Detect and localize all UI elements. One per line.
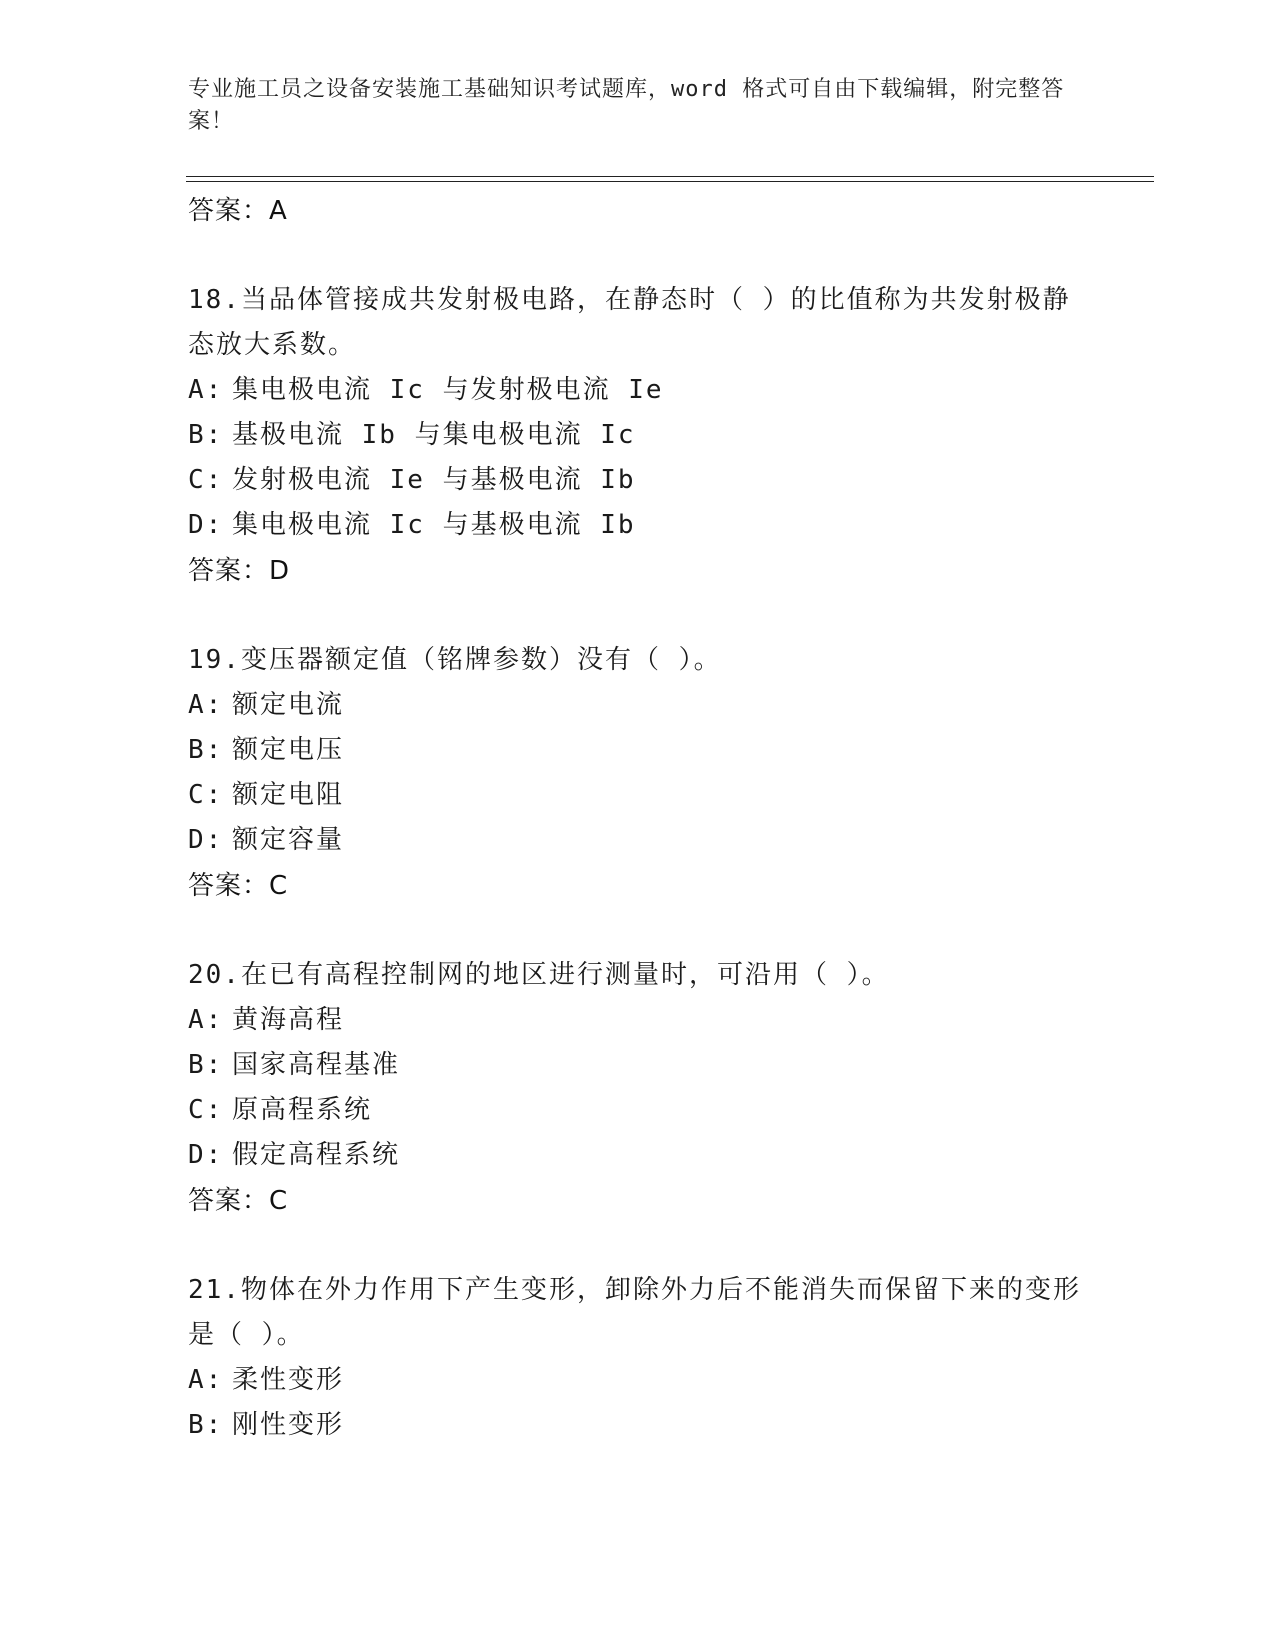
option-text: 国家高程基准 — [232, 1050, 401, 1080]
question-21 — [188, 1268, 1088, 1448]
option-text: 假定高程系统 — [232, 1140, 401, 1170]
spacer — [188, 594, 1088, 638]
header-rule-bottom — [186, 181, 1154, 182]
option-text: 额定电流 — [232, 690, 345, 720]
option-letter: B: — [188, 735, 224, 765]
question-stem: 19.变压器额定值（铭牌参数）没有（ ）。 — [188, 645, 722, 675]
answer: 答案：D — [188, 556, 291, 586]
question-stem: 18.当品体管接成共发射极电路，在静态时（ ）的比值称为共发射极静态放大系数。 — [188, 285, 1071, 360]
option-letter: C: — [188, 465, 224, 495]
option-text: 基极电流 Ib 与集电极电流 Ic — [232, 420, 636, 450]
option-letter: A: — [188, 690, 224, 720]
option-text: 额定电阻 — [232, 780, 345, 810]
option-text: 黄海高程 — [232, 1005, 345, 1035]
option-d — [188, 1133, 1088, 1178]
option-letter: B: — [188, 1050, 224, 1080]
option-a — [188, 683, 1088, 728]
option-b — [188, 1043, 1088, 1088]
option-b — [188, 728, 1088, 773]
header-text: 专业施工员之设备安装施工基础知识考试题库，word 格式可自由下载编辑，附完整答案！ — [188, 77, 1065, 134]
option-b — [188, 1403, 1088, 1448]
option-letter: A: — [188, 1365, 224, 1395]
question-stem: 20.在已有高程控制网的地区进行测量时，可沿用（ ）。 — [188, 960, 890, 990]
option-letter: B: — [188, 1410, 224, 1440]
option-d — [188, 503, 1088, 548]
option-letter: C: — [188, 780, 224, 810]
option-a — [188, 1358, 1088, 1403]
option-text: 额定电压 — [232, 735, 345, 765]
option-text: 发射极电流 Ie 与基极电流 Ib — [232, 465, 636, 495]
question-19 — [188, 638, 1088, 909]
spacer — [188, 909, 1088, 953]
option-letter: A: — [188, 1005, 224, 1035]
question-18 — [188, 278, 1088, 594]
option-letter: B: — [188, 420, 224, 450]
option-text: 集电极电流 Ic 与基极电流 Ib — [232, 510, 636, 540]
option-text: 刚性变形 — [232, 1410, 345, 1440]
answer: 答案：C — [188, 1186, 289, 1216]
answer: 答案：C — [188, 871, 289, 901]
option-a — [188, 368, 1088, 413]
option-text: 原高程系统 — [232, 1095, 373, 1125]
option-c — [188, 773, 1088, 818]
question-20 — [188, 953, 1088, 1224]
option-d — [188, 818, 1088, 863]
option-text: 额定容量 — [232, 825, 345, 855]
option-text: 柔性变形 — [232, 1365, 345, 1395]
document-header — [188, 74, 1068, 138]
option-letter: A: — [188, 375, 224, 405]
header-rule-top — [186, 176, 1154, 177]
document-body — [188, 188, 1088, 1448]
option-text: 集电极电流 Ic 与发射极电流 Ie — [232, 375, 664, 405]
spacer — [188, 1224, 1088, 1268]
option-c — [188, 1088, 1088, 1133]
option-b — [188, 413, 1088, 458]
option-c — [188, 458, 1088, 503]
option-letter: D: — [188, 825, 224, 855]
question-stem: 21.物体在外力作用下产生变形，卸除外力后不能消失而保留下来的变形是（ ）。 — [188, 1275, 1081, 1350]
option-a — [188, 998, 1088, 1043]
answer-prev-question: 答案：A — [188, 196, 288, 226]
option-letter: D: — [188, 510, 224, 540]
option-letter: D: — [188, 1140, 224, 1170]
option-letter: C: — [188, 1095, 224, 1125]
spacer — [188, 234, 1088, 278]
